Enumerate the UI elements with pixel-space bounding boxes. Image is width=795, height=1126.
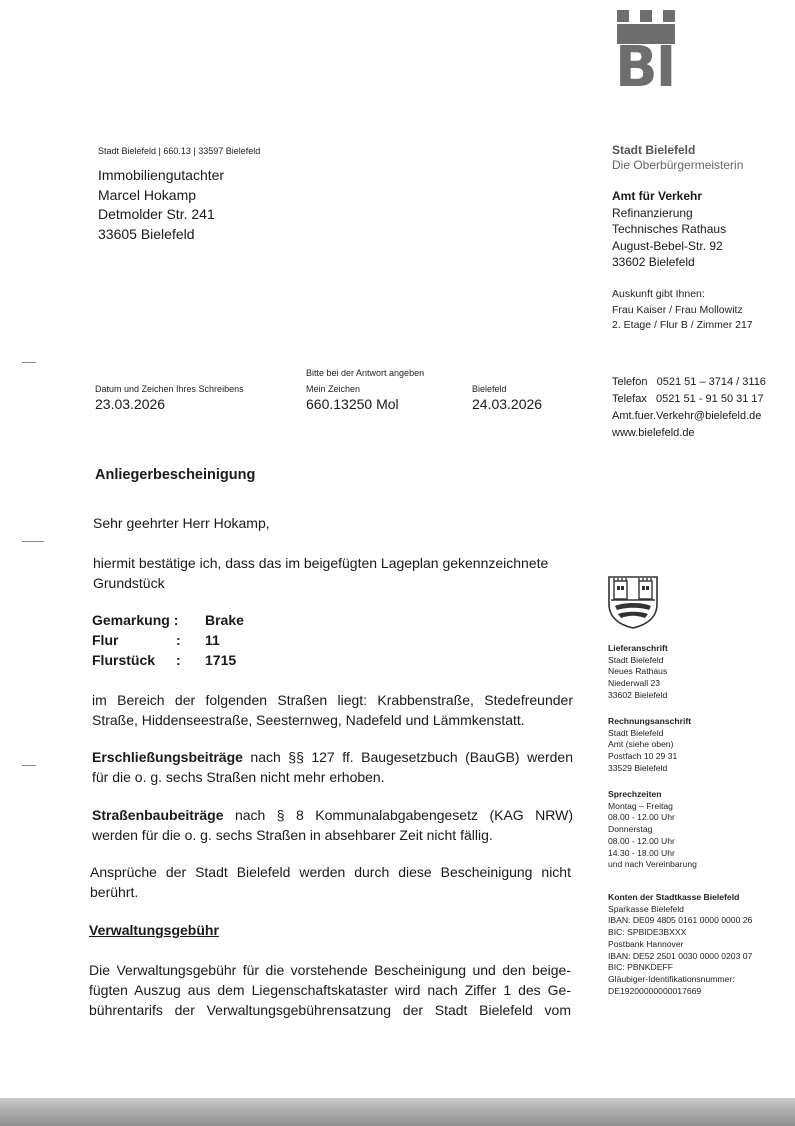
fee-paragraph [89, 960, 571, 1020]
hours-line: Donnerstag [608, 824, 653, 835]
development-fees-term: Erschließungsbeiträge [92, 749, 243, 765]
billing-address [608, 716, 691, 775]
department-name: Amt für Verkehr [612, 189, 703, 203]
paragraph-line: werden für die o. g. sechs Straßen in absehbarer Zeit nicht fällig. [92, 827, 493, 843]
scan-edge-band [0, 1098, 795, 1126]
bank-line: BIC: PBNKDEFF [608, 962, 673, 973]
delivery-heading: Lieferanschrift [608, 643, 668, 653]
parcel-colon: : [176, 652, 181, 668]
logo-text: BI [615, 35, 675, 100]
paragraph-line: Die Verwaltungsgebühr für die vorstehende Bescheinigung und den beige- [89, 962, 571, 978]
date-value: 24.03.2026 [472, 396, 543, 412]
contact-person: Frau Kaiser / Frau Mollowitz [612, 303, 743, 316]
department-line: 33602 Bielefeld [612, 255, 695, 269]
recipient-address [98, 166, 224, 244]
streets-paragraph [92, 690, 573, 730]
paragraph-line: Erschließungsbeiträge nach §§ 127 ff. Baugesetzbuch (BauGB) werden [92, 749, 573, 765]
our-reference-label: Mein Zeichen [306, 384, 361, 394]
bank-line: Postbank Hannover [608, 938, 684, 949]
bank-line: Gläubiger-Identifikationsnummer: [608, 973, 735, 984]
fax-number: Telefax 0521 51 - 91 50 31 17 [612, 393, 764, 405]
claims-paragraph [90, 862, 571, 902]
parcel-label: Flur [92, 632, 119, 648]
contact-block [612, 374, 766, 442]
letter-subject: Anliegerbescheinigung [95, 467, 256, 483]
paragraph-line: bührentarifs der Verwaltungsgebührensatzung der Stadt Bielefeld vom [89, 1002, 571, 1018]
coat-of-arms-icon [606, 574, 660, 630]
streets-line: Straße, Hiddenseestraße, Seesternweg, Nadefeld und Lämmkenstatt. [92, 712, 525, 728]
recipient-line: Detmolder Str. 241 [98, 206, 215, 222]
paragraph-line: Ansprüche der Stadt Bielefeld werden durch diese Bescheinigung nicht [90, 864, 571, 880]
paragraph-line: für die o. g. sechs Straßen nicht mehr erhoben. [92, 769, 385, 785]
bank-heading: Konten der Stadtkasse Bielefeld [608, 892, 740, 902]
paragraph-line: fügten Auszug aus dem Liegenschaftskataster wird nach Ziffer 1 des Ge- [89, 982, 571, 998]
streets-line: im Bereich der folgenden Straßen liegt: Krabbenstraße, Stedefreunder [92, 692, 573, 708]
parcel-label: Flurstück [92, 652, 156, 668]
fee-heading: Verwaltungsgebühr [89, 922, 219, 938]
paragraph-line: Straßenbaubeiträge nach § 8 Kommunalabgabengesetz (KAG NRW) [92, 807, 573, 823]
hours-line: 08.00 - 12.00 Uhr [608, 812, 675, 823]
bank-line: Sparkasse Bielefeld [608, 903, 684, 914]
logo-battlement-1 [617, 10, 629, 22]
delivery-address [608, 643, 668, 702]
delivery-line: Neues Rathaus [608, 666, 668, 677]
logo-battlement-3 [663, 10, 675, 22]
hours-heading: Sprechzeiten [608, 789, 662, 799]
phone-number: Telefon 0521 51 – 3714 / 3116 [612, 376, 766, 388]
parcel-colon: : [176, 632, 181, 648]
city-logo [615, 10, 675, 100]
intro-line: hiermit bestätige ich, dass das im beigefügten Lageplan gekennzeichnete [93, 555, 549, 571]
hours-line: und nach Vereinbarung [608, 859, 697, 870]
parcel-value: 1715 [205, 652, 237, 668]
parcel-value: Brake [205, 612, 244, 628]
logo-battlement-2 [640, 10, 652, 22]
your-reference-value: 23.03.2026 [95, 396, 166, 412]
authority-header [612, 143, 743, 173]
road-fees-paragraph [92, 805, 573, 845]
email-link[interactable]: Amt.fuer.Verkehr@bielefeld.de [612, 410, 762, 422]
department-line: August-Bebel-Str. 92 [612, 238, 723, 253]
development-fees-paragraph [92, 747, 573, 787]
fold-mark [22, 362, 36, 363]
intro-paragraph [93, 553, 574, 593]
your-reference-label: Datum und Zeichen Ihres Schreibens [95, 384, 244, 394]
letter-date [472, 383, 542, 415]
fold-mark [22, 541, 44, 542]
department-line: Refinanzierung [612, 205, 693, 220]
intro-line: Grundstück [93, 575, 165, 591]
hours-line: 14.30 - 18.00 Uhr [608, 847, 675, 858]
your-reference [95, 383, 244, 415]
authority-city: Stadt Bielefeld [612, 143, 696, 157]
fold-mark [22, 765, 36, 766]
info-label: Auskunft gibt Ihnen: [612, 288, 705, 300]
contact-person-block [612, 287, 753, 334]
bank-line: BIC: SPBIDE3BXXX [608, 927, 687, 938]
hours-line: 08.00 - 12.00 Uhr [608, 835, 675, 846]
delivery-line: Stadt Bielefeld [608, 654, 664, 665]
authority-office-holder: Die Oberbürgermeisterin [612, 158, 744, 172]
paragraph-line: berührt. [90, 884, 139, 900]
department-line: Technisches Rathaus [612, 222, 727, 236]
bank-line: DE19200000000017669 [608, 985, 702, 996]
delivery-line: 33602 Bielefeld [608, 689, 668, 700]
billing-line: Amt (siehe oben) [608, 739, 674, 750]
sender-return-address: Stadt Bielefeld | 660.13 | 33597 Bielefeld [98, 146, 261, 156]
website-link[interactable]: www.bielefeld.de [612, 427, 695, 439]
billing-line: Postfach 10 29 31 [608, 751, 678, 762]
recipient-line: Immobiliengutachter [98, 167, 225, 183]
our-reference-value: 660.13250 Mol [306, 396, 399, 412]
our-reference [306, 383, 399, 415]
parcel-value: 11 [205, 632, 220, 648]
billing-line: Stadt Bielefeld [608, 727, 664, 738]
salutation: Sehr geehrter Herr Hokamp, [93, 515, 270, 531]
bank-line: IBAN: DE09 4805 0161 0000 0000 26 [608, 915, 753, 926]
bank-accounts [608, 892, 752, 997]
reply-note: Bitte bei der Antwort angeben [306, 368, 425, 378]
delivery-line: Niederwall 23 [608, 678, 661, 689]
hours-line: Montag – Freitag [608, 800, 673, 811]
billing-line: 33529 Bielefeld [608, 762, 668, 773]
parcel-label: Gemarkung : [92, 612, 179, 628]
recipient-line: 33605 Bielefeld [98, 225, 195, 242]
department-block [612, 188, 726, 271]
road-fees-term: Straßenbaubeiträge [92, 807, 224, 823]
bank-line: IBAN: DE52 2501 0030 0000 0203 07 [608, 950, 753, 961]
office-hours [608, 789, 697, 871]
recipient-line: Marcel Hokamp [98, 186, 197, 203]
contact-room: 2. Etage / Flur B / Zimmer 217 [612, 319, 753, 331]
billing-heading: Rechnungsanschrift [608, 716, 692, 726]
date-place-label: Bielefeld [472, 384, 507, 394]
